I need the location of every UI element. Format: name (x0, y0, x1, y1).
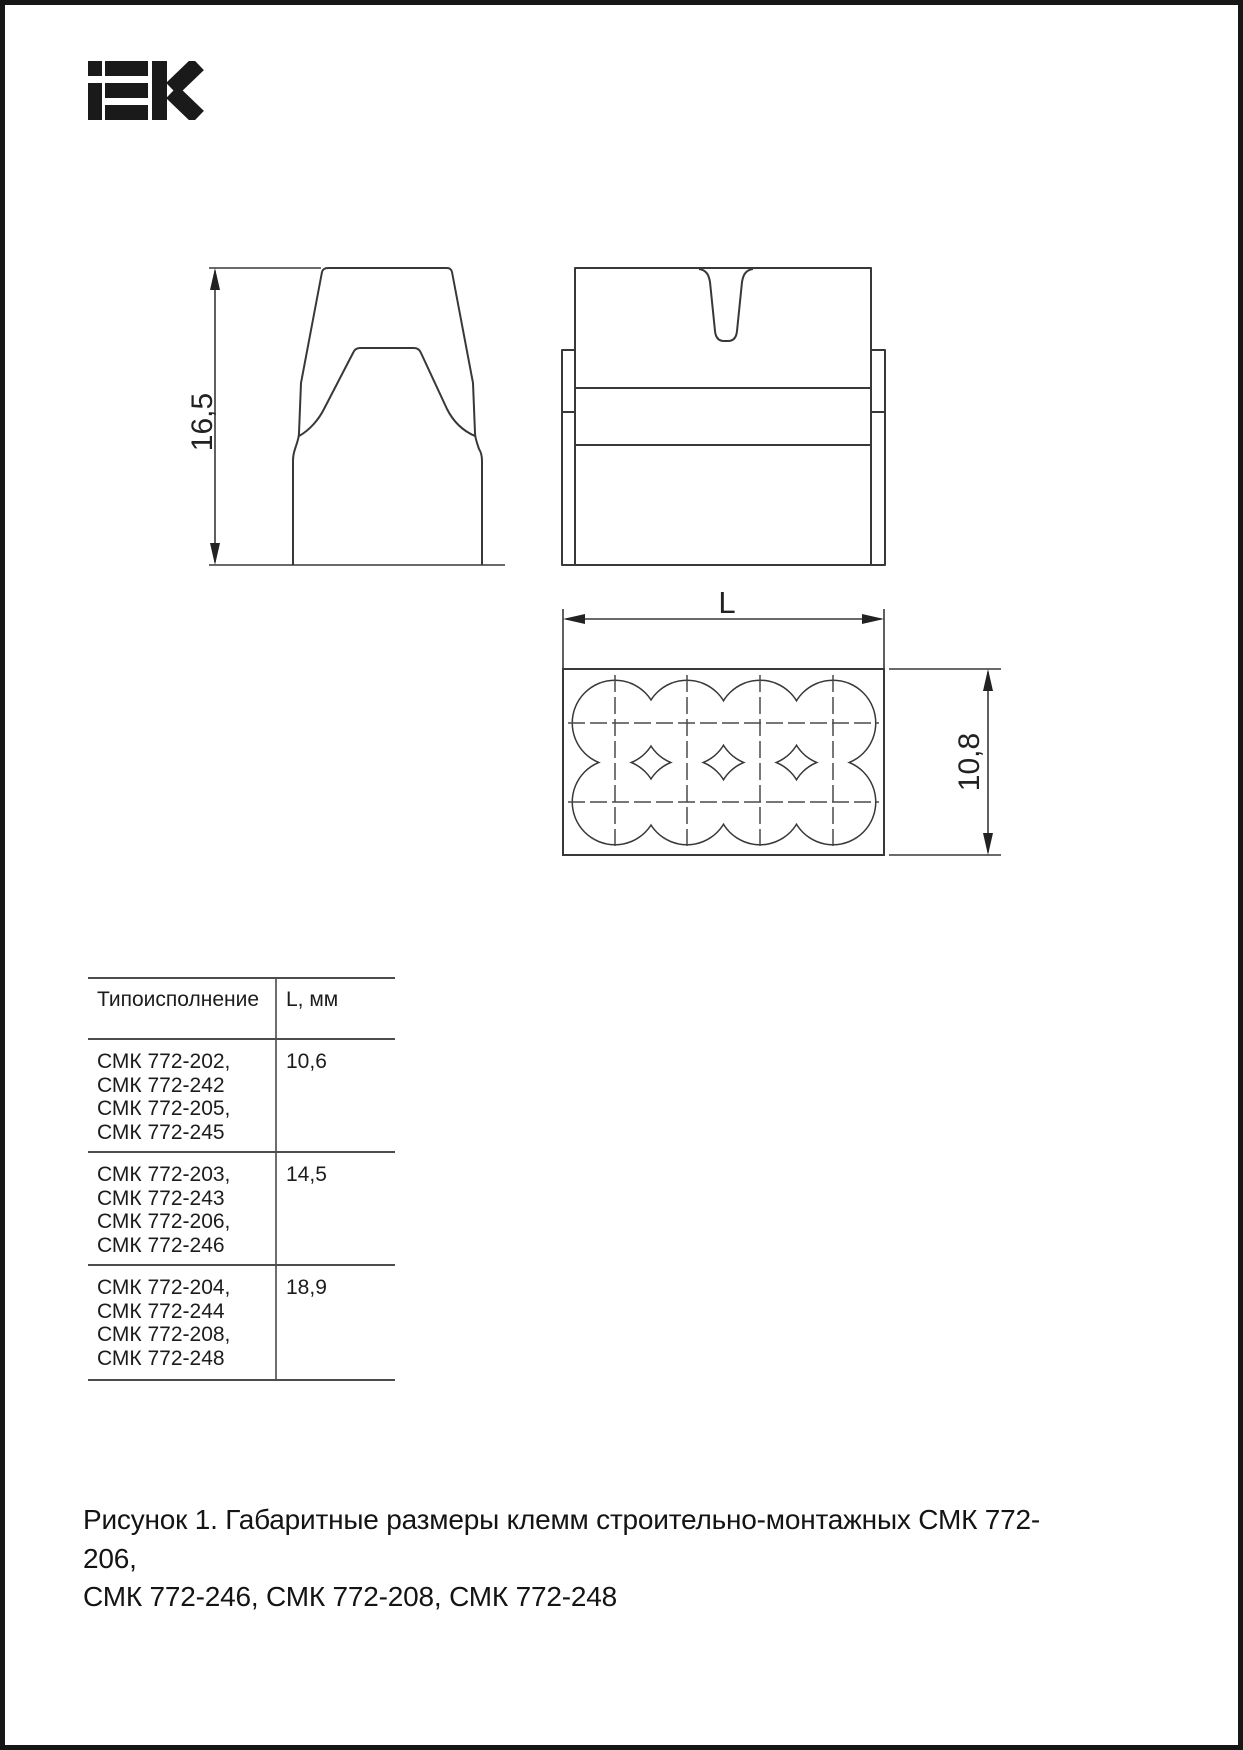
model-name: СМК 772-246 (97, 1233, 225, 1257)
table-cell-models (88, 1040, 277, 1151)
dimensions-table (88, 977, 395, 1381)
bottom-height-label: 10,8 (953, 732, 986, 792)
model-name: СМК 772-242 (97, 1073, 225, 1097)
table-cell-l-value: 14,5 (286, 1163, 327, 1186)
side-height-label: 16,5 (186, 392, 219, 452)
table-row (88, 1266, 395, 1379)
table-cell-l-value: 10,6 (286, 1050, 327, 1073)
bottom-view-length-dimension (563, 585, 884, 668)
caption-line-2: СМК 772-246, СМК 772-208, СМК 772-248 (83, 1581, 617, 1612)
model-name: СМК 772-205, (97, 1097, 231, 1120)
figure-caption (83, 1501, 1093, 1617)
table-header-row (88, 979, 395, 1040)
front-view-notch (699, 269, 753, 341)
table-header-type: Типоисполнение (88, 979, 277, 1038)
model-name: СМК 772-244 (97, 1299, 225, 1323)
model-name: СМК 772-208, (97, 1323, 231, 1346)
caption-line-1: Рисунок 1. Габаритные размеры клемм строительно-монтажных СМК 772-206, (83, 1504, 1041, 1574)
table-cell-models (88, 1266, 277, 1379)
side-view-drawing (293, 268, 482, 565)
model-name: СМК 772-206, (97, 1210, 231, 1233)
model-name: СМК 772-203, (97, 1163, 231, 1186)
model-name: СМК 772-202, (97, 1050, 231, 1073)
front-view-drawing (562, 268, 885, 565)
table-header-l: L, мм (286, 988, 339, 1011)
table-cell-l-value: 18,9 (286, 1276, 327, 1299)
bottom-view-drawing (563, 669, 884, 855)
table-cell-models (88, 1153, 277, 1264)
model-name: СМК 772-204, (97, 1276, 231, 1299)
table-row (88, 1040, 395, 1153)
length-label: L (718, 585, 736, 620)
bottom-view-height-dimension (889, 669, 1001, 855)
figure-drawings (5, 5, 1243, 905)
model-name: СМК 772-243 (97, 1186, 225, 1210)
model-name: СМК 772-245 (97, 1120, 225, 1144)
model-name: СМК 772-248 (97, 1346, 225, 1370)
table-row (88, 1153, 395, 1266)
side-view-height-dimension (186, 268, 505, 565)
